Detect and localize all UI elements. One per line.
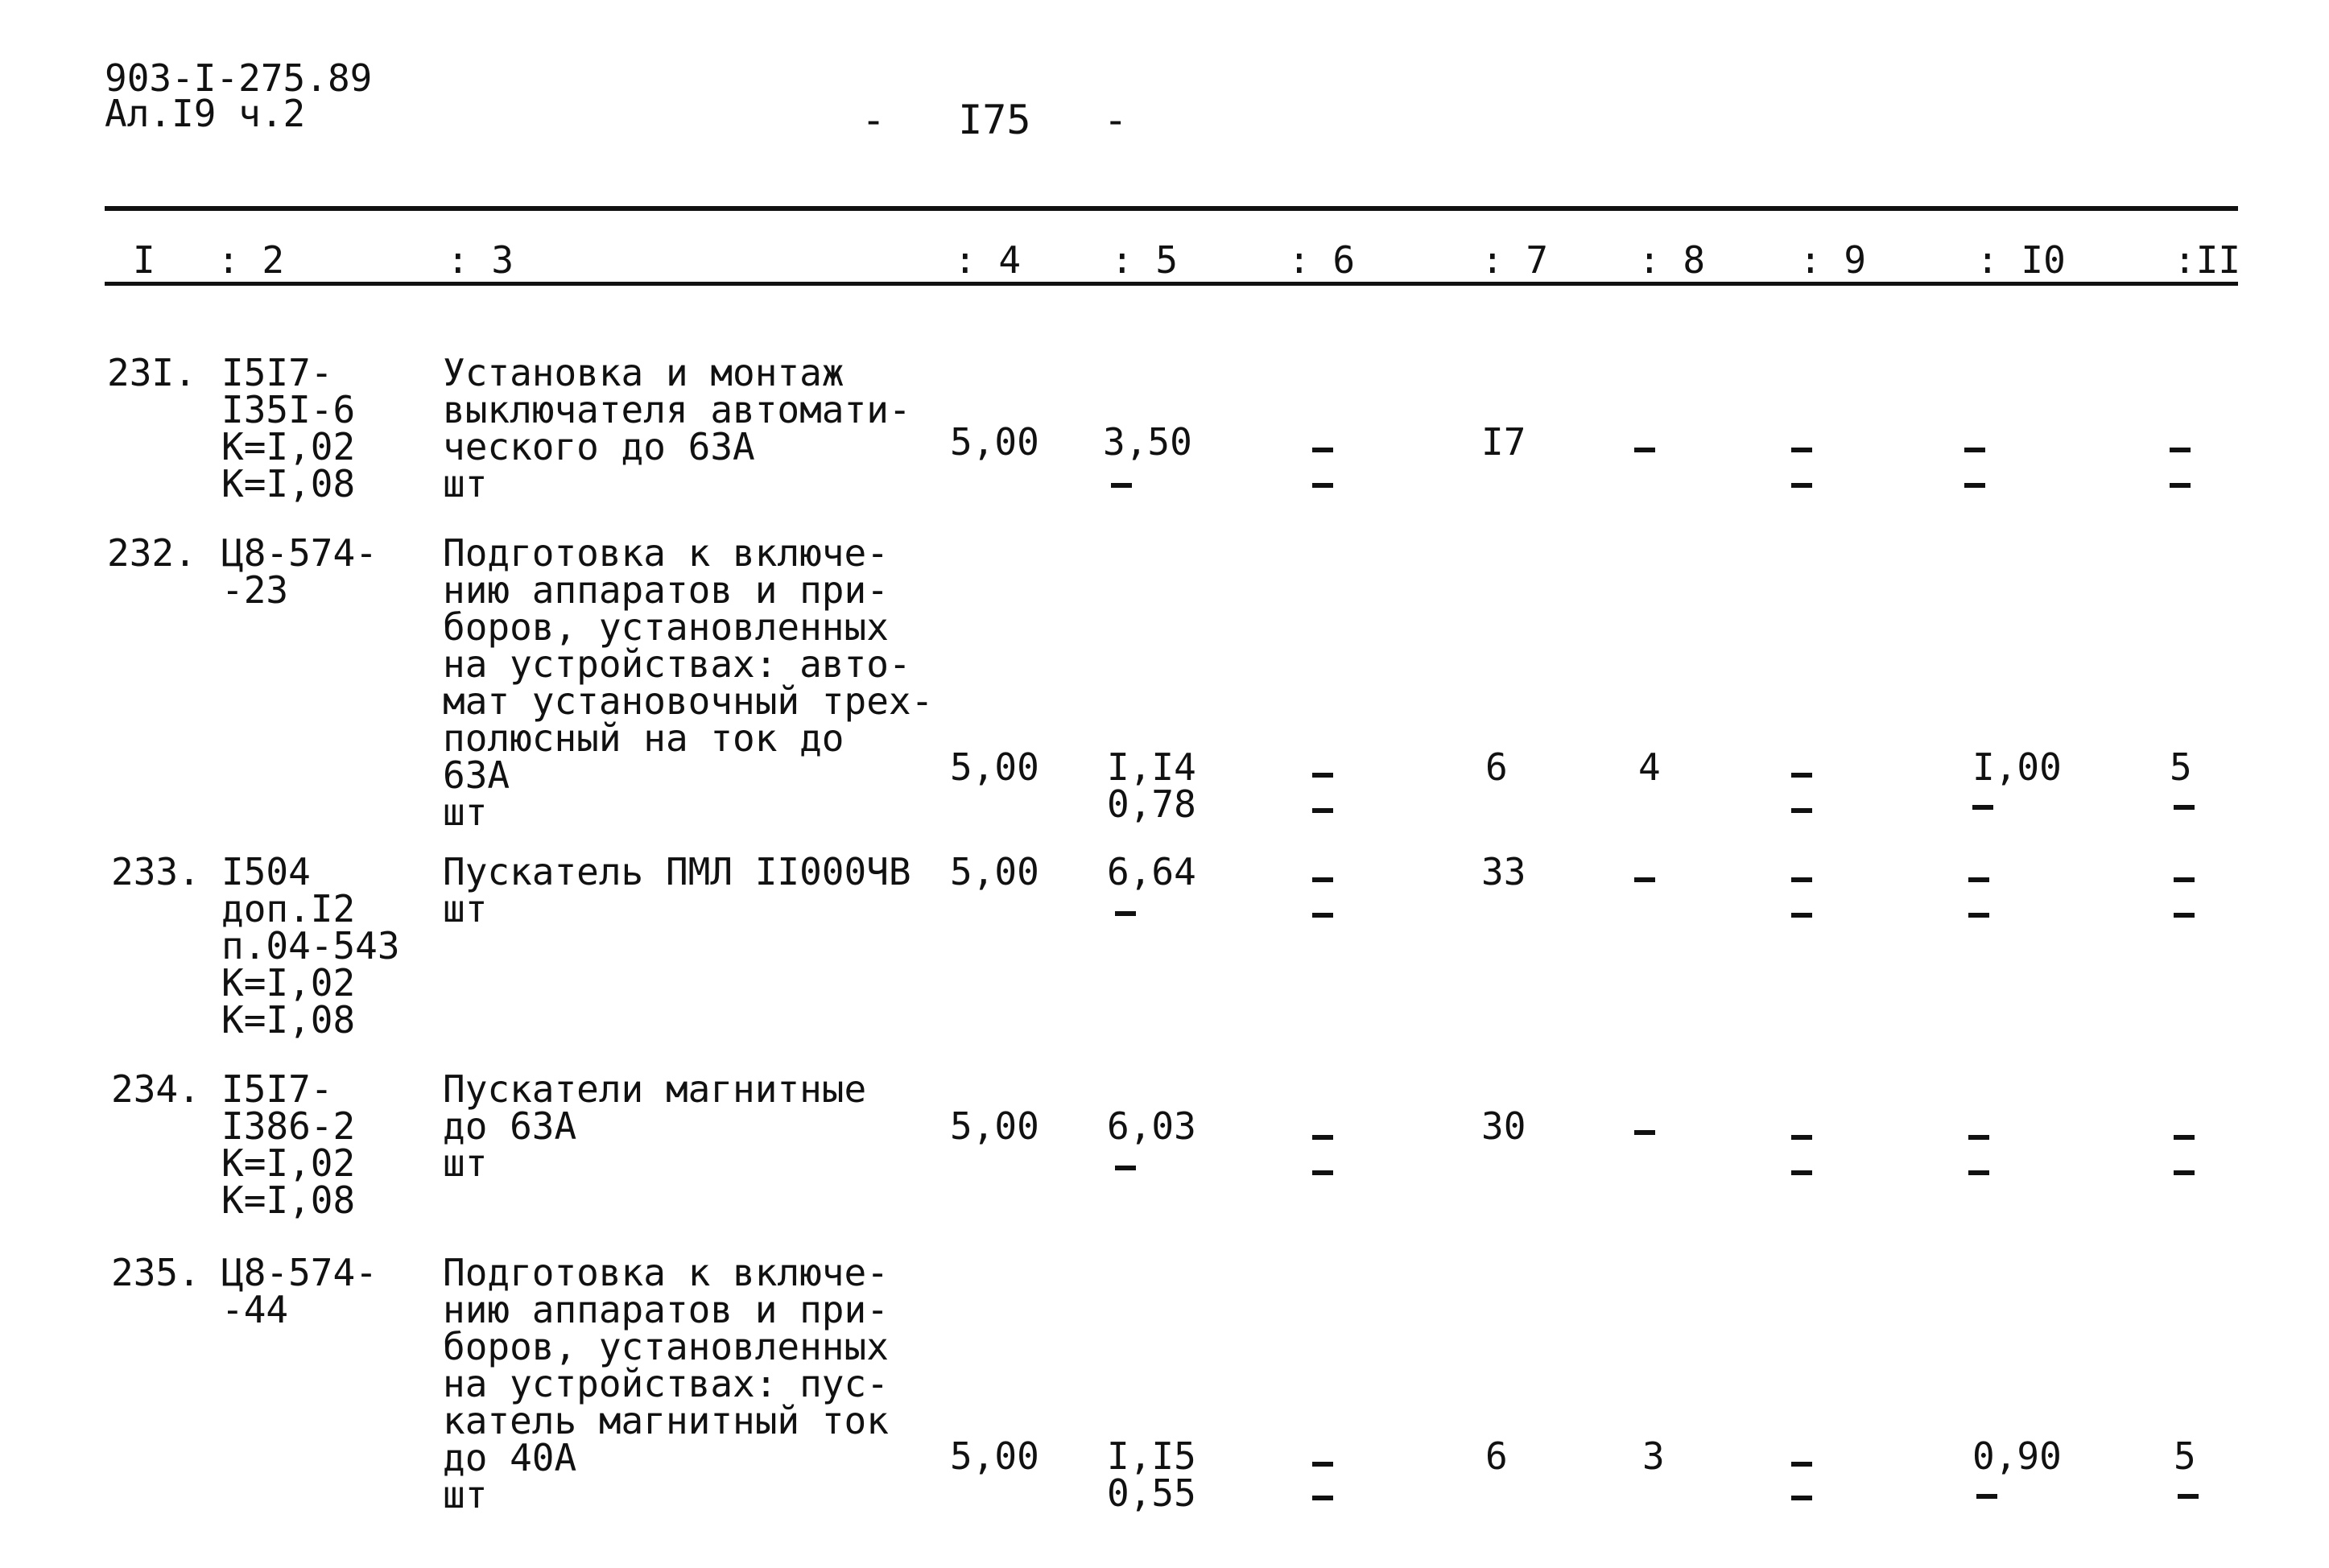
- unit-cost: 6,64: [1107, 850, 1196, 893]
- dash: [1115, 1166, 1136, 1170]
- dash: [2170, 483, 2191, 488]
- row-number: 235.: [111, 1251, 200, 1294]
- quantity: 5,00: [950, 1434, 1039, 1478]
- dash: [1968, 1135, 1989, 1140]
- col-header-6: : 6: [1288, 238, 1356, 282]
- row-number: 233.: [111, 850, 200, 893]
- dash: [1312, 877, 1333, 882]
- dash: [2174, 1170, 2195, 1175]
- col7-value: 33: [1481, 850, 1526, 893]
- dash: [1976, 1494, 1997, 1499]
- dash: [1968, 913, 1989, 918]
- dash: [1115, 911, 1136, 916]
- dash: [1791, 1496, 1812, 1500]
- document-code: 903-I-275.89: [105, 56, 373, 100]
- dash: [1964, 448, 1985, 452]
- col-header-9: : 9: [1799, 238, 1867, 282]
- dash: [1312, 448, 1333, 452]
- col-header-10: : I0: [1976, 238, 2066, 282]
- dash: [1312, 1462, 1333, 1467]
- row-number: 234.: [111, 1067, 200, 1111]
- col8-value: 3: [1642, 1434, 1665, 1478]
- col10-value: 0,90: [1972, 1434, 2062, 1478]
- unit-cost: 6,03: [1107, 1104, 1196, 1148]
- dash: [1791, 1170, 1812, 1175]
- col10-value: I,00: [1972, 745, 2062, 789]
- unit-cost: I,I5 0,55: [1107, 1434, 1196, 1515]
- dash: [1791, 913, 1812, 918]
- norm-code: Ц8-574- -23: [221, 531, 378, 612]
- row-number: 23I.: [107, 351, 196, 394]
- dash: [1312, 1135, 1333, 1140]
- dash: [1972, 805, 1993, 810]
- album-reference: Ал.I9 ч.2: [105, 92, 306, 135]
- dash: [2174, 877, 2195, 882]
- unit-cost: I,I4 0,78: [1107, 745, 1196, 826]
- quantity: 5,00: [950, 420, 1039, 464]
- dash: [1791, 773, 1812, 778]
- col11-value: 5: [2170, 745, 2192, 789]
- col7-value: I7: [1481, 420, 1526, 464]
- dash: [1791, 808, 1812, 813]
- col-header-8: : 8: [1638, 238, 1706, 282]
- work-description: Пускатель ПМЛ II000ЧВ шт: [443, 850, 911, 930]
- col-header-5: : 5: [1111, 238, 1179, 282]
- dash: [2178, 1494, 2199, 1499]
- dash: [1312, 808, 1333, 813]
- dash: [1111, 483, 1132, 488]
- page-number: - I75 -: [861, 97, 1128, 143]
- work-description: Установка и монтаж выключателя автомати- ческого до 63А шт: [443, 351, 911, 505]
- dash: [1968, 877, 1989, 882]
- col7-value: 6: [1485, 745, 1508, 789]
- dash: [1791, 877, 1812, 882]
- unit-cost: 3,50: [1103, 420, 1192, 464]
- dash: [2170, 448, 2191, 452]
- col8-value: 4: [1638, 745, 1661, 789]
- dash: [1634, 877, 1655, 882]
- dash: [1312, 773, 1333, 778]
- dash: [1312, 913, 1333, 918]
- norm-code: I5I7- I35I-6 K=I,02 K=I,08: [221, 351, 356, 505]
- quantity: 5,00: [950, 745, 1039, 789]
- norm-code: Ц8-574- -44: [221, 1251, 378, 1331]
- dash: [1791, 448, 1812, 452]
- quantity: 5,00: [950, 850, 1039, 893]
- dash: [1791, 1135, 1812, 1140]
- col-header-2: : 2: [217, 238, 285, 282]
- dash: [1791, 1462, 1812, 1467]
- dash: [1791, 483, 1812, 488]
- row-number: 232.: [107, 531, 196, 575]
- norm-code: I504 доп.I2 п.04-543 K=I,02 K=I,08: [221, 850, 400, 1042]
- work-description: Подготовка к включе- нию аппаратов и при- боров, установленных на устройствах: авто- мат установочный трех- полюсный на ток до 63А шт: [443, 531, 934, 834]
- top-rule: [105, 206, 2238, 211]
- dash: [2174, 1135, 2195, 1140]
- dash: [2174, 913, 2195, 918]
- col-header-11: :II: [2174, 238, 2241, 282]
- work-description: Пускатели магнитные до 63А шт: [443, 1067, 867, 1185]
- header-underline: [105, 282, 2238, 286]
- dash: [1964, 483, 1985, 488]
- col-header-7: : 7: [1481, 238, 1549, 282]
- col-header-1: I: [133, 238, 155, 282]
- col7-value: 6: [1485, 1434, 1508, 1478]
- work-description: Подготовка к включе- нию аппаратов и при- боров, установленных на устройствах: пус- катель магнитный ток до 40А шт: [443, 1251, 889, 1516]
- dash: [2174, 805, 2195, 810]
- dash: [1968, 1170, 1989, 1175]
- dash: [1312, 483, 1333, 488]
- dash: [1634, 1130, 1655, 1135]
- col7-value: 30: [1481, 1104, 1526, 1148]
- dash: [1312, 1170, 1333, 1175]
- dash: [1634, 448, 1655, 452]
- col-header-3: : 3: [447, 238, 514, 282]
- norm-code: I5I7- I386-2 K=I,02 K=I,08: [221, 1067, 356, 1222]
- quantity: 5,00: [950, 1104, 1039, 1148]
- col11-value: 5: [2174, 1434, 2196, 1478]
- col-header-4: : 4: [954, 238, 1022, 282]
- dash: [1312, 1496, 1333, 1500]
